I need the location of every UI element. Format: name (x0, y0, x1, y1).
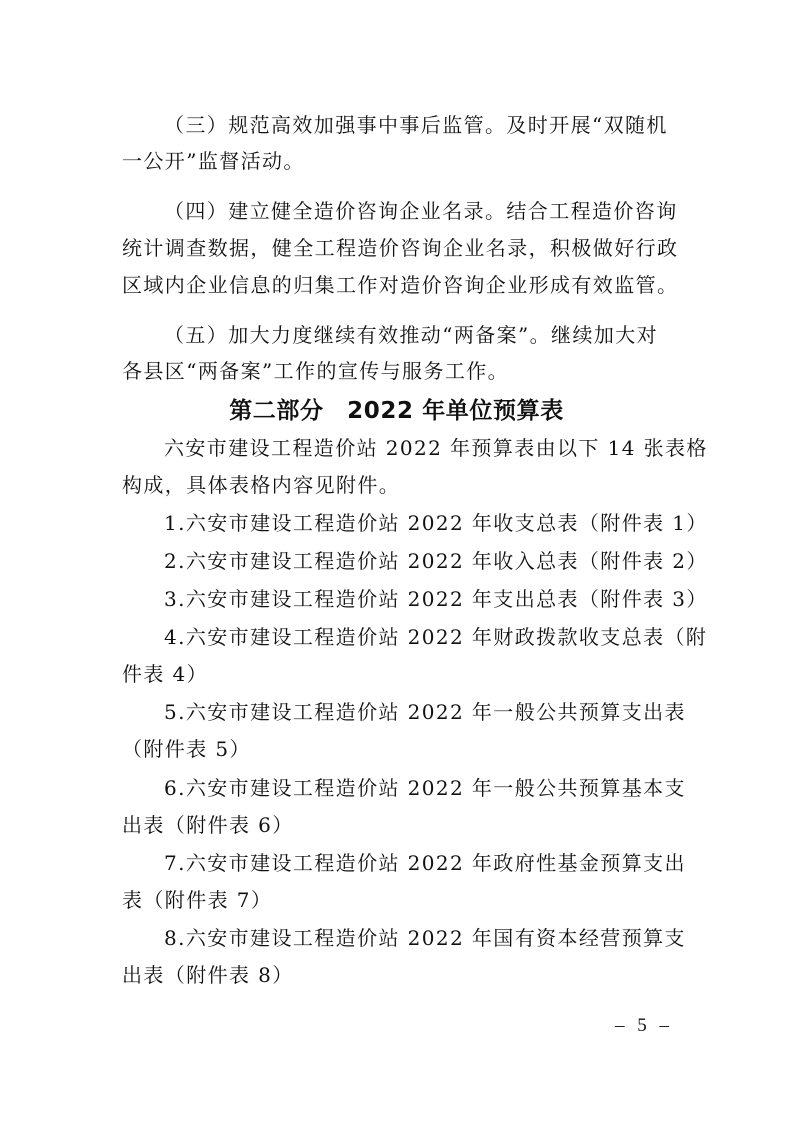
list-item-8-line-1: 8.六安市建设工程造价站 2022 年国有资本经营预算支 (164, 926, 686, 950)
intro-line-1: 六安市建设工程造价站 2022 年预算表由以下 14 张表格 (164, 436, 708, 460)
list-item-5-line-1: 5.六安市建设工程造价站 2022 年一般公共预算支出表 (164, 700, 686, 724)
list-item-2: 2.六安市建设工程造价站 2022 年收入总表（附件表 2） (164, 549, 708, 573)
paragraph-4-line-1: （四）建立健全造价咨询企业名录。结合工程造价咨询 (164, 199, 678, 223)
section-heading: 第二部分 2022 年单位预算表 (229, 398, 564, 424)
list-item-7-line-2: 表（附件表 7） (122, 888, 273, 912)
paragraph-3-line-2: 一公开”监督活动。 (122, 149, 305, 173)
list-item-1: 1.六安市建设工程造价站 2022 年收支总表（附件表 1） (164, 511, 708, 535)
list-item-8-line-2: 出表（附件表 8） (122, 963, 294, 987)
list-item-3: 3.六安市建设工程造价站 2022 年支出总表（附件表 3） (164, 587, 708, 611)
paragraph-4-line-3: 区域内企业信息的归集工作对造价咨询企业形成有效监管。 (122, 273, 679, 297)
list-item-4-line-2: 件表 4） (122, 662, 209, 686)
list-item-5-line-2: （附件表 5） (122, 737, 251, 761)
list-item-6-line-1: 6.六安市建设工程造价站 2022 年一般公共预算基本支 (164, 776, 686, 800)
paragraph-5-line-2: 各县区“两备案”工作的宣传与服务工作。 (122, 359, 510, 383)
list-item-6-line-2: 出表（附件表 6） (122, 813, 294, 837)
paragraph-4-line-2: 统计调查数据，健全工程造价咨询企业名录，积极做好行政 (122, 236, 679, 260)
list-item-7-line-1: 7.六安市建设工程造价站 2022 年政府性基金预算支出 (164, 851, 686, 875)
paragraph-3-line-1: （三）规范高效加强事中事后监管。及时开展“双随机 (164, 113, 668, 137)
intro-line-2: 构成，具体表格内容见附件。 (122, 473, 401, 497)
paragraph-5-line-1: （五）加大力度继续有效推动“两备案”。继续加大对 (164, 323, 659, 347)
list-item-4-line-1: 4.六安市建设工程造价站 2022 年财政拨款收支总表（附 (164, 625, 708, 649)
page-number: – 5 – (615, 1015, 673, 1036)
